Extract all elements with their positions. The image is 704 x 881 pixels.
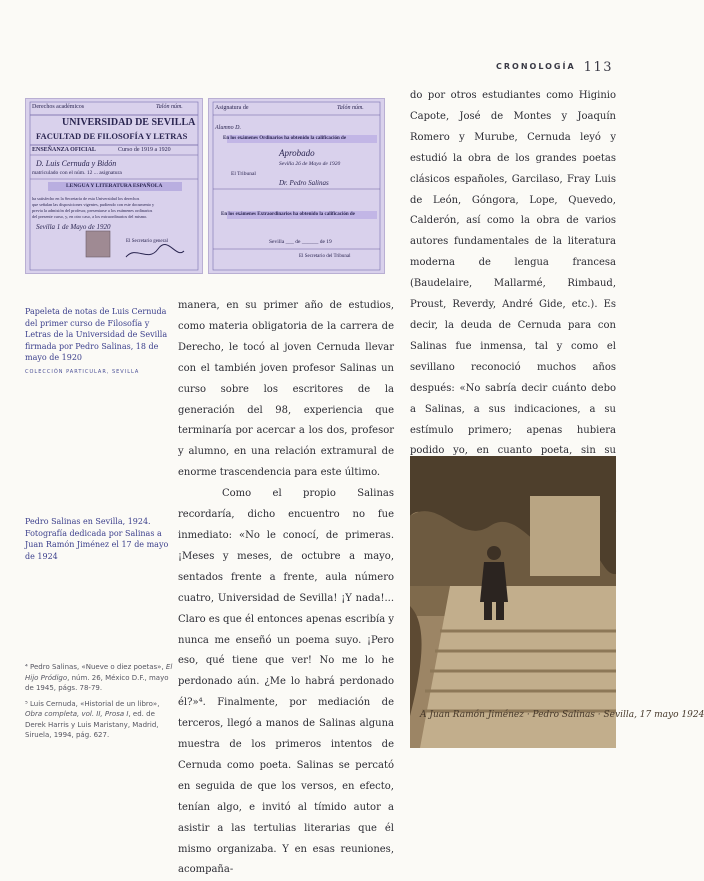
card2-date2: Sevilla ___ de ______ de 19 xyxy=(269,239,332,245)
report-card-front xyxy=(25,98,203,274)
card2-line3: En los exámenes Extraordinarios ha obtenido la calificación de xyxy=(221,212,355,217)
card1-subject: LENGUA Y LITERATURA ESPAÑOLA xyxy=(66,183,163,189)
card2-top-left: Asignatura de xyxy=(215,105,249,111)
body-paragraph: Como el propio Salinas recordaría, dicho encuentro no fue inmediato: «No le conocí, de primeras. ¡Meses y meses, de octubre a mayo, sentados frente a frente, aula número cuatro, Universidad de Sevilla! ¡Y nada!... Claro es que él entonces apenas escribía y nunca me enseñó un poema suyo. ¡Pero eso, qué tiene que ver! No me lo he perdonado aún. ¿Me lo habrá perdonado él?»⁴. Finalmente, por mediación de terceros, llegó a manos de Salinas alguna muestra de los primeros intentos de Cernuda como poeta. Salinas se percató en seguida de que los versos, en efecto, tenían algo, e invitó al tímido autor a asistir a las tertulias literarias que él mismo organizaba. Y en esas reuniones, acompaña- xyxy=(178,488,394,876)
report-card-back xyxy=(208,98,385,274)
body-paragraph: do por otros estudiantes como Higinio Capote, José de Montes y Joaquín Romero y Murube, Cernuda leyó y estudió la obra de los grandes poetas clásicos españoles, Garcilaso, Fray Luis de León, Góngora, Lope, Quevedo, Calderón, así como la obra de varios autores fundamentales de la literatura moderna de lengua francesa (Baudelaire, Mallarmé, Rimbaud, Proust, Reverdy, André Gide, etc.). Es decir, la deuda de Cernuda para con Salinas fue inmensa, tal y como el sevillano reconoció muchos años después: «No sabría decir cuánto debo a Salinas, a sus indicaciones, a su estímulo primero; apenas hubiera podido yo, en cuanto poeta, sin su xyxy=(410,90,616,457)
photo-pedro-salinas xyxy=(410,456,704,748)
footnote-4-title: El Hijo Pródigo xyxy=(25,663,173,682)
card1-curso: Curso de 1919 a 1920 xyxy=(118,147,171,153)
page-number: 113 xyxy=(583,60,613,75)
card2-line1: En los exámenes Ordinarios ha obtenido la calificación de xyxy=(223,136,347,141)
footnote-5-title: Obra completa, vol. II, Prosa I xyxy=(25,710,129,718)
footnote-5-text-a: ⁵ Luis Cernuda, «Historial de un libro», xyxy=(25,699,160,708)
section-title: CRONOLOGÍA xyxy=(495,62,576,71)
card1-small-3: previa la admisión del profesor, presentarse a los exámenes ordinarios xyxy=(32,208,153,213)
footnotes xyxy=(25,662,175,746)
card2-examiner: Dr. Pedro Salinas xyxy=(279,179,329,187)
card1-enseñanza: ENSEÑANZA OFICIAL xyxy=(32,147,96,153)
caption-report-card xyxy=(25,306,175,378)
card1-matric: matriculado con el núm. 12 ... asignatura xyxy=(32,170,122,176)
photo-scene xyxy=(410,456,616,748)
photo-inscription: A Juan Ramón Jiménez · Pedro Salinas · Sevilla, 17 mayo 1924 xyxy=(420,710,704,720)
footnote-4-text-b: , núm. 26, México D.F., mayo de 1945, págs. 78-79. xyxy=(25,673,169,692)
card2-alumno: Alumno D. xyxy=(215,125,241,131)
card1-faculty: FACULTAD DE FILOSOFÍA Y LETRAS xyxy=(36,131,188,141)
card1-small-2: que señalan las disposiciones vigentes, pudiendo con este documento y xyxy=(32,202,155,207)
footnote-4 xyxy=(25,662,175,694)
card1-top-left: Derechos académicos xyxy=(32,104,85,110)
card1-university: UNIVERSIDAD DE SEVILLA xyxy=(62,117,196,128)
caption-photo xyxy=(25,516,175,562)
card2-grade: Aprobado xyxy=(279,148,315,158)
caption-report-card-text: Papeleta de notas de Luis Cernuda del primer curso de Filosofía y Letras de la Universidad de Sevilla firmada por Pedro Salinas, 18 de mayo de 1920 xyxy=(25,307,168,362)
body-column-middle xyxy=(178,296,394,881)
card1-top-right: Talón núm. xyxy=(156,104,183,110)
card2-secretario: El Secretario del Tribunal xyxy=(299,254,351,259)
card1-name: D. Luis Cernuda y Bidón xyxy=(36,159,117,168)
footnote-5 xyxy=(25,699,175,741)
card1-small-1: ha satisfecho en la Secretaría de esta Universidad los derechos xyxy=(32,196,140,201)
card2-date1: Sevilla 26 de Mayo de 1920 xyxy=(279,161,341,167)
footnote-5-text-b: , ed. de Derek Harris y Luis Maristany, Madrid, Siruela, 1994, pág. 627. xyxy=(25,710,159,739)
footnote-4-text-a: ⁴ Pedro Salinas, «Nueve o diez poetas», xyxy=(25,663,166,671)
running-header xyxy=(496,60,613,75)
card1-date: Sevilla 1 de Mayo de 1920 xyxy=(36,223,111,231)
card2-line2: El Tribunal xyxy=(231,171,256,177)
card1-small-4: del presente curso, y, en otro caso, a los extraordinarios del mismo. xyxy=(32,214,148,219)
caption-photo-text: Pedro Salinas en Sevilla, 1924. Fotografía dedicada por Salinas a Juan Ramón Jiménez el 17 de mayo de 1924 xyxy=(25,517,169,561)
card1-signature-label: El Secretario general xyxy=(126,239,168,244)
body-paragraph: manera, en su primer año de estudios, como materia obligatoria de la carrera de Derecho, le tocó al joven Cernuda llevar con el también joven profesor Salinas un curso sobre los escritores de la generación del 98, experiencia que terminaría por acercar a los dos, profesor y alumno, en una relación extramural de enorme trascendencia para este último. xyxy=(178,300,394,479)
card2-top-right: Talón núm. xyxy=(337,105,364,111)
caption-report-card-credit: COLECCIÓN PARTICULAR, SEVILLA xyxy=(25,368,140,375)
